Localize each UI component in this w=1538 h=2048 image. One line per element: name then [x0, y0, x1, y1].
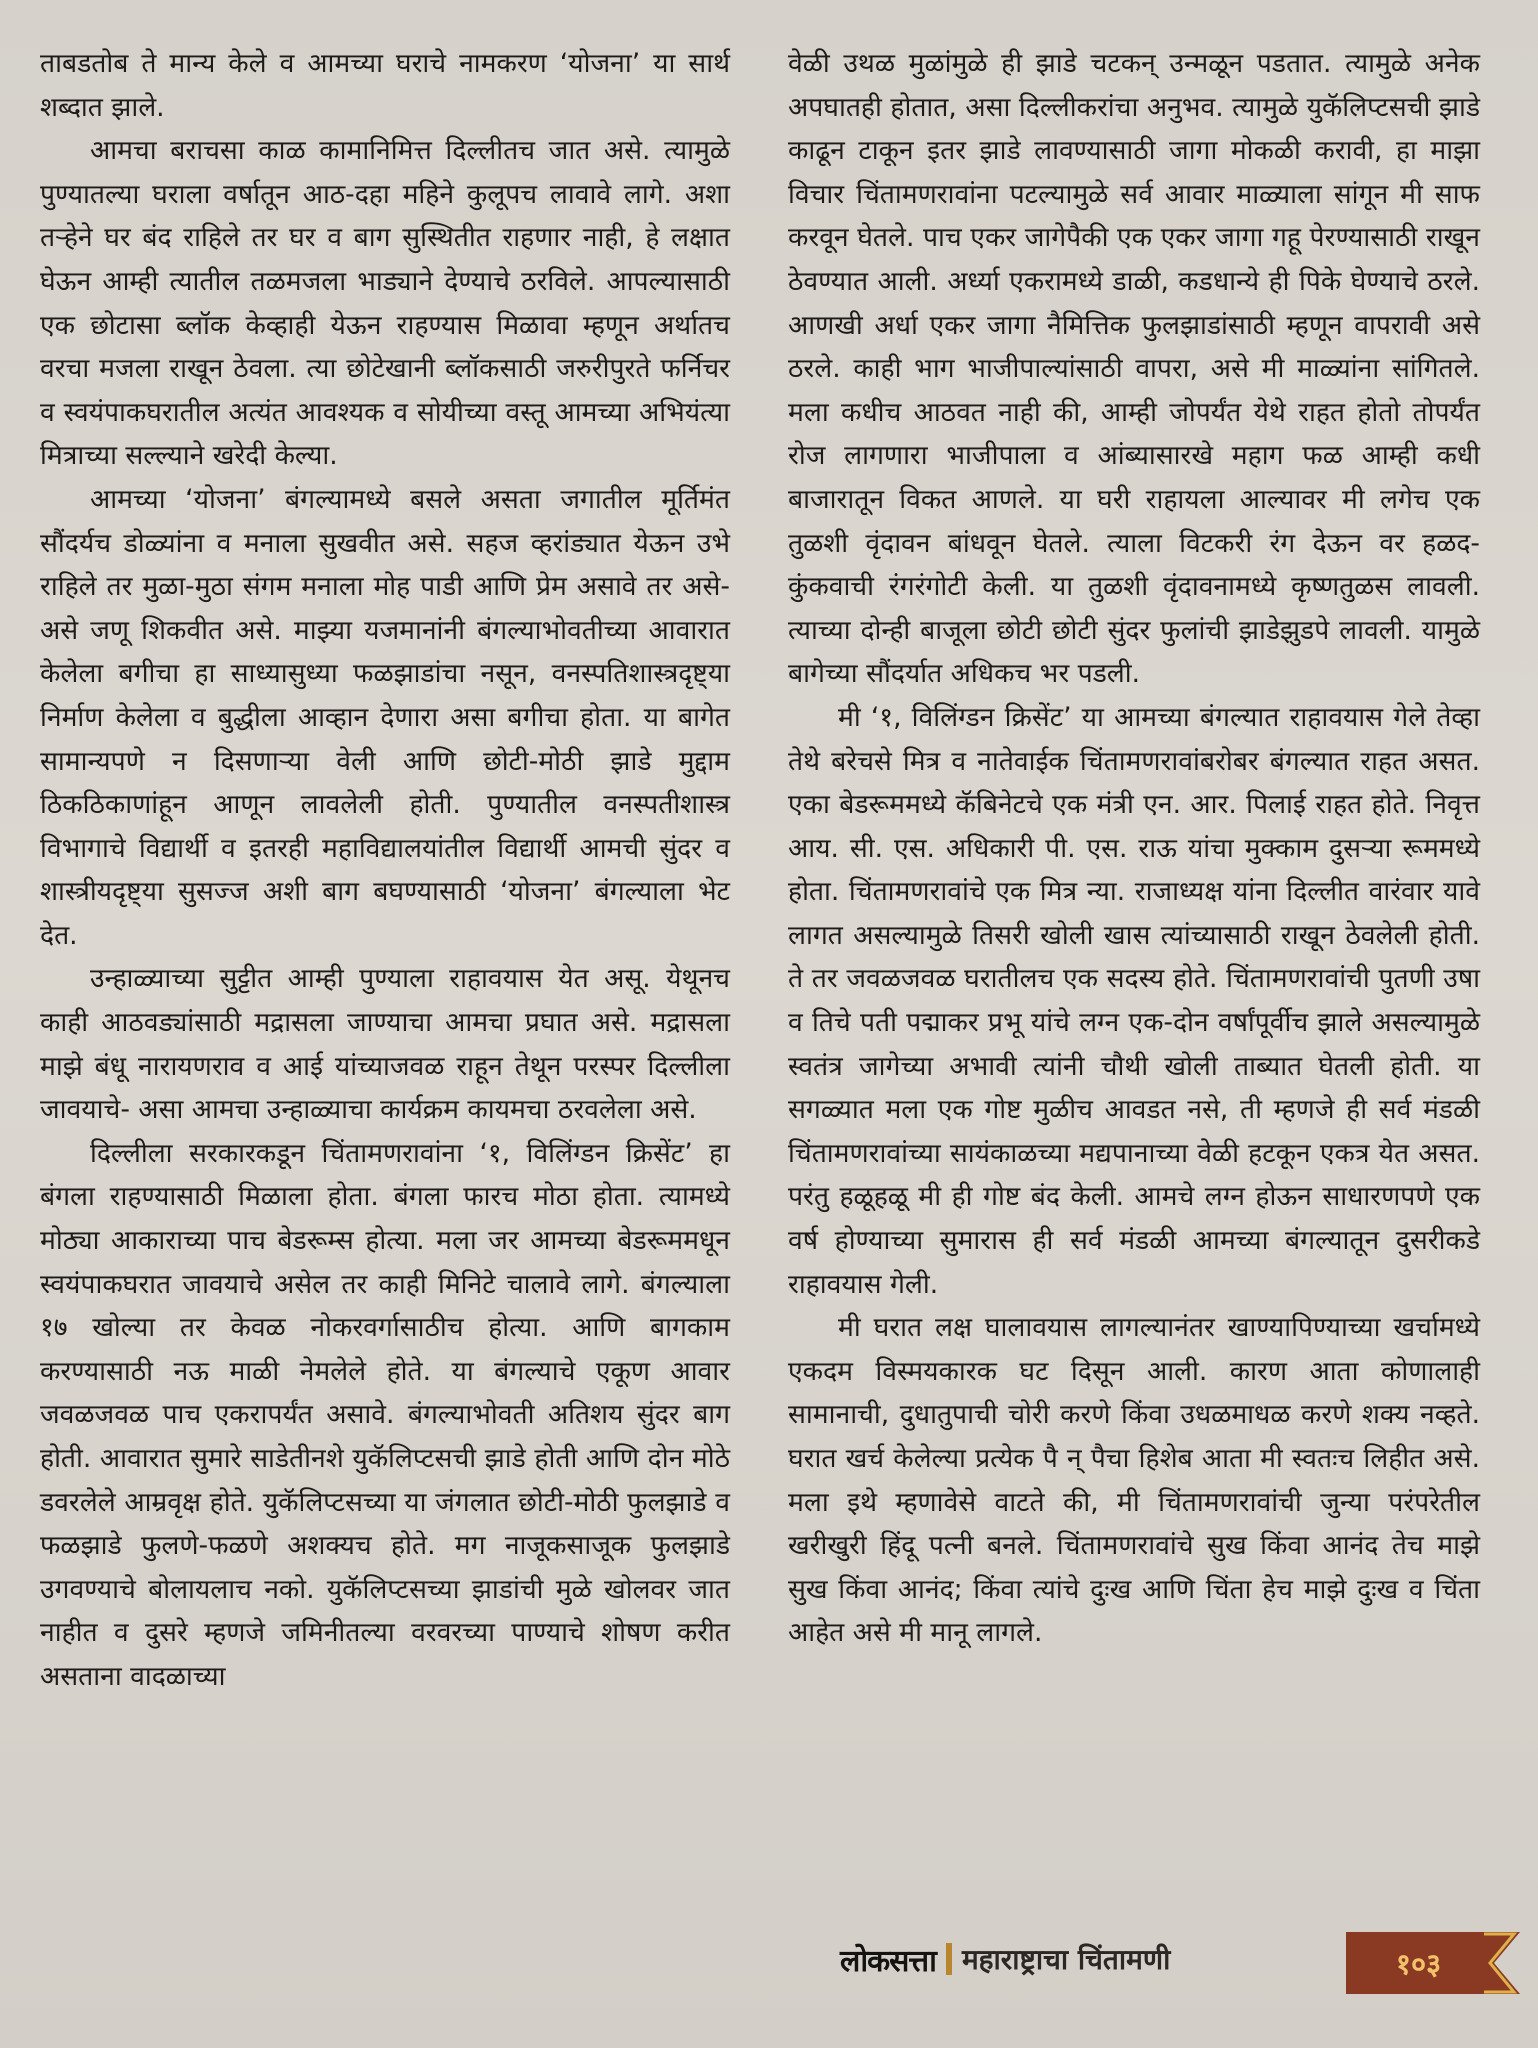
- page-number: १०३: [1395, 1946, 1442, 1981]
- book-title: महाराष्ट्राचा चिंतामणी: [961, 1943, 1171, 1976]
- paragraph: आमचा बराचसा काळ कामानिमित्त दिल्लीतच जात असे. त्यामुळे पुण्यातल्या घराला वर्षातून आठ-दहा महिने कुलूपच लावावे लागे. अशा तऱ्हेने घर बंद राहिले तर घर व बाग सुस्थितीत राहणार नाही, हे लक्षात घेऊन आम्ही त्यातील तळमजला भाड्याने देण्याचे ठरविले. आपल्यासाठी एक छोटासा ब्लॉक केव्हाही येऊन राहण्यास मिळावा म्हणून अर्थातच वरचा मजला राखून ठेवला. त्या छोटेखानी ब्लॉकसाठी जरुरीपुरते फर्निचर व स्वयंपाकघरातील अत्यंत आवश्यक व सोयीच्या वस्तू आमच्या अभियंत्या मित्राच्या सल्ल्याने खरेदी केल्या.: [40, 135, 730, 472]
- paragraph: वेळी उथळ मुळांमुळे ही झाडे चटकन् उन्मळून पडतात. त्यामुळे अनेक अपघातही होतात, असा दिल्लीकरांचा अनुभव. त्यामुळे युकॅलिप्टसची झाडे काढून टाकून इतर झाडे लावण्यासाठी जागा मोकळी करावी, हा माझा विचार चिंतामणरावांना पटल्यामुळे सर्व आवार माळ्याला सांगून मी साफ करवून घेतले. पाच एकर जागेपैकी एक एकर जागा गहू पेरण्यासाठी राखून ठेवण्यात आली. अर्ध्या एकरामध्ये डाळी, कडधान्ये ही पिके घेण्याचे ठरले. आणखी अर्धा एकर जागा नैमित्तिक फुलझाडांसाठी म्हणून वापरावी असे ठरले. काही भाग भाजीपाल्यांसाठी वापरा, असे मी माळ्यांना सांगितले. मला कधीच आठवत नाही की, आम्ही जोपर्यंत येथे राहत होतो तोपर्यंत रोज लागणारा भाजीपाला व आंब्यासारखे महाग फळ आम्ही कधी बाजारातून विकत आणले. या घरी राहायला आल्यावर मी लगेच एक तुळशी वृंदावन बांधवून घेतले. त्याला विटकरी रंग देऊन वर हळद-कुंकवाची रंगरंगोटी केली. या तुळशी वृंदावनामध्ये कृष्णतुळस लावली. त्याच्या दोन्ही बाजूला छोटी छोटी सुंदर फुलांची झाडेझुडपे लावली. यामुळे बागेच्या सौंदर्यात अधिकच भर पडली.: [788, 48, 1480, 690]
- right-column: [788, 42, 1480, 1655]
- page-footer: [840, 1930, 1170, 1988]
- left-column: [40, 42, 730, 1699]
- paragraph: उन्हाळ्याच्या सुट्टीत आम्ही पुण्याला राहावयास येत असू. येथूनच काही आठवड्यांसाठी मद्रासला जाण्याचा आमचा प्रघात असे. मद्रासला माझे बंधू नारायणराव व आई यांच्याजवळ राहून तेथून परस्पर दिल्लीला जावयाचे- असा आमचा उन्हाळ्याचा कार्यक्रम कायमचा ठरवलेला असे.: [40, 963, 730, 1126]
- paragraph: दिल्लीला सरकारकडून चिंतामणरावांना ‘१, विलिंग्डन क्रिसेंट’ हा बंगला राहण्यासाठी मिळाला होता. बंगला फारच मोठा होता. त्यामध्ये मोठ्या आकाराच्या पाच बेडरूम्स होत्या. मला जर आमच्या बेडरूममधून स्वयंपाकघरात जावयाचे असेल तर काही मिनिटे चालावे लागे. बंगल्याला १७ खोल्या तर केवळ नोकरवर्गासाठीच होत्या. आणि बागकाम करण्यासाठी नऊ माळी नेमलेले होते. या बंगल्याचे एकूण आवार जवळजवळ पाच एकरापर्यंत असावे. बंगल्याभोवती अतिशय सुंदर बाग होती. आवारात सुमारे साडेतीनशे युकॅलिप्टसची झाडे होती आणि दोन मोठे डवरलेले आम्रवृक्ष होते. युकॅलिप्टसच्या या जंगलात छोटी-मोठी फुलझाडे व फळझाडे फुलणे-फळणे अशक्यच होते. मग नाजूकसाजूक फुलझाडे उगवण्याचे बोलायलाच नको. युकॅलिप्टसच्या झाडांची मुळे खोलवर जात नाहीत व दुसरे म्हणजे जमिनीतल्या वरवरच्या पाण्याचे शोषण करीत असताना वादळाच्या: [40, 1137, 730, 1692]
- paragraph: मी घरात लक्ष घालावयास लागल्यानंतर खाण्यापिण्याच्या खर्चामध्ये एकदम विस्मयकारक घट दिसून आली. कारण आता कोणालाही सामानाची, दुधातुपाची चोरी करणे किंवा उधळमाधळ करणे शक्य नव्हते. घरात खर्च केलेल्या प्रत्येक पै न् पैचा हिशेब आता मी स्वतःच लिहीत असे. मला इथे म्हणावेसे वाटते की, मी चिंतामणरावांची जुन्या परंपरेतील खरीखुरी हिंदू पत्नी बनले. चिंतामणरावांचे सुख किंवा आनंद तेच माझे सुख किंवा आनंद; किंवा त्यांचे दुःख आणि चिंता हेच माझे दुःख व चिंता आहेत असे मी मानू लागले.: [788, 1312, 1480, 1649]
- ribbon-tail-icon: [1480, 1932, 1520, 1994]
- paragraph: आमच्या ‘योजना’ बंगल्यामध्ये बसले असता जगातील मूर्तिमंत सौंदर्यच डोळ्यांना व मनाला सुखवीत असे. सहज व्हरांड्यात येऊन उभे राहिले तर मुळा-मुठा संगम मनाला मोह पाडी आणि प्रेम असावे तर असे- असे जणू शिकवीत असे. माझ्या यजमानांनी बंगल्याभोवतीच्या आवारात केलेला बगीचा हा साध्यासुध्या फळझाडांचा नसून, वनस्पतिशास्त्रदृष्ट्या निर्माण केलेला व बुद्धीला आव्हान देणारा असा बगीचा होता. या बागेत सामान्यपणे न दिसणाऱ्या वेली आणि छोटी-मोठी झाडे मुद्दाम ठिकठिकाणांहून आणून लावलेली होती. पुण्यातील वनस्पतीशास्त्र विभागाचे विद्यार्थी व इतरही महाविद्यालयांतील विद्यार्थी आमची सुंदर व शास्त्रीयदृष्ट्या सुसज्ज अशी बाग बघण्यासाठी ‘योजना’ बंगल्याला भेट देत.: [40, 483, 730, 951]
- publication-logo: लोकसत्ता: [840, 1943, 936, 1979]
- page-number-box: [1346, 1932, 1491, 1994]
- paragraph: ताबडतोब ते मान्य केले व आमच्या घराचे नामकरण ‘योजना’ या सार्थ शब्दात झाले.: [40, 48, 730, 123]
- paragraph: मी ‘१, विलिंग्डन क्रिसेंट’ या आमच्या बंगल्यात राहावयास गेले तेव्हा तेथे बरेचसे मित्र व नातेवाईक चिंतामणरावांबरोबर बंगल्यात राहत असत. एका बेडरूममध्ये कॅबिनेटचे एक मंत्री एन. आर. पिलाई राहत होते. निवृत्त आय. सी. एस. अधिकारी पी. एस. राऊ यांचा मुक्काम दुसऱ्या रूममध्ये होता. चिंतामणरावांचे एक मित्र न्या. राजाध्यक्ष यांना दिल्लीत वारंवार यावे लागत असल्यामुळे तिसरी खोली खास त्यांच्यासाठी राखून ठेवलेली होती. ते तर जवळजवळ घरातीलच एक सदस्य होते. चिंतामणरावांची पुतणी उषा व तिचे पती पद्माकर प्रभू यांचे लग्न एक-दोन वर्षांपूर्वीच झाले असल्यामुळे स्वतंत्र जागेच्या अभावी त्यांनी चौथी खोली ताब्यात घेतली होती. या सगळ्यात मला एक गोष्ट मुळीच आवडत नसे, ती म्हणजे ही सर्व मंडळी चिंतामणरावांच्या सायंकाळच्या मद्यपानाच्या वेळी हटकून एकत्र येत असत. परंतु हळूहळू मी ही गोष्ट बंद केली. आमचे लग्न होऊन साधारणपणे एक वर्ष होण्याच्या सुमारास ही सर्व मंडळी आमच्या बंगल्यातून दुसरीकडे राहावयास गेली.: [788, 701, 1480, 1300]
- footer-separator: [946, 1943, 952, 1975]
